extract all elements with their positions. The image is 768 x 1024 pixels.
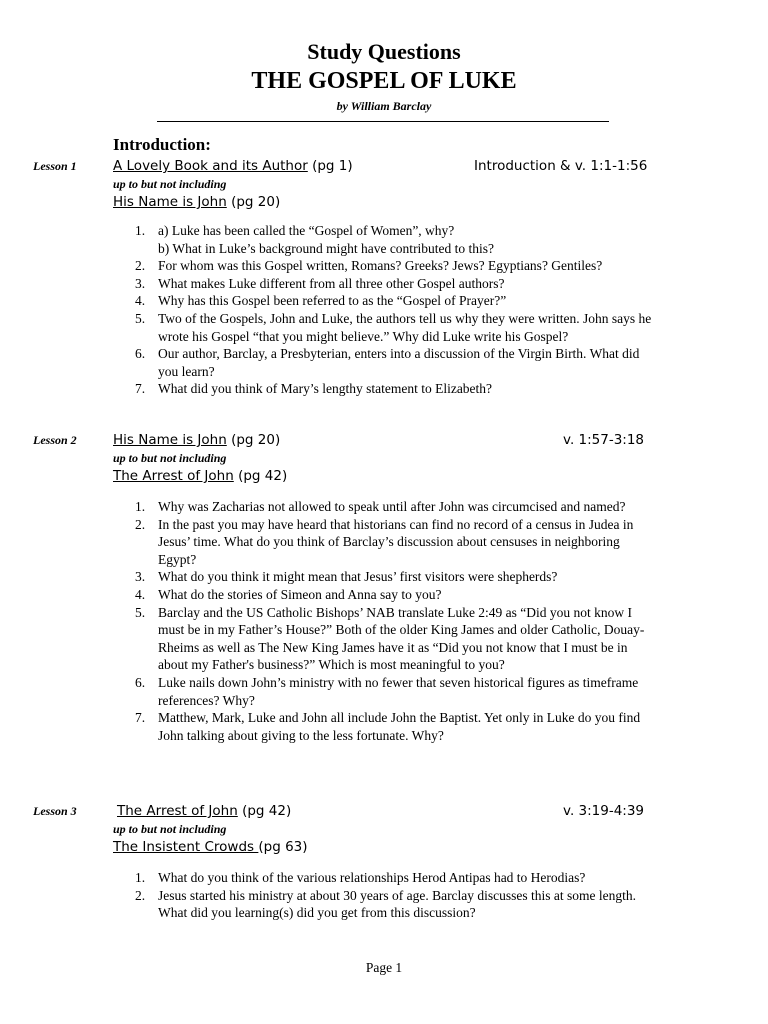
page-number: Page 1 [365, 960, 403, 975]
lesson-1-questions [0, 222, 768, 398]
question-item [0, 292, 658, 310]
question-text: Jesus started his ministry at about 30 years of age. Barclay discusses this at some length. What did you learning(s) did you get from this discussion? [158, 887, 637, 921]
question-text: Why was Zacharias not allowed to speak until after John was circumcised and named? [158, 499, 626, 514]
reading-page: (pg 1) [307, 158, 353, 174]
question-text: What do you think of the various relationships Herod Antipas had to Herodias? [158, 870, 586, 885]
question-text: Two of the Gospels, John and Luke, the authors tell us why they were written. John says he wrote his Gospel “that you might believe.” Why did Luke write his Gospel? [158, 310, 652, 344]
question-text: For whom was this Gospel written, Romans? Greeks? Jews? Egyptians? Gentiles? [158, 258, 603, 274]
question-item [0, 380, 658, 398]
reading-title: The Insistent Crowds [113, 839, 259, 855]
question-item [0, 516, 658, 569]
up-to-label: up to but not including [113, 177, 227, 191]
question-number: 1. [135, 223, 146, 238]
question-item [0, 257, 658, 275]
question-item [0, 869, 658, 887]
question-number: 3. [135, 275, 146, 291]
lesson-tag: Lesson 1 [33, 159, 77, 173]
question-number: 5. [135, 604, 146, 620]
document-header [0, 38, 768, 114]
question-number: 7. [135, 710, 146, 726]
intro-heading: Introduction: [113, 135, 211, 154]
lesson-2-questions [0, 498, 768, 744]
question-text: Matthew, Mark, Luke and John all include John the Baptist. Yet only in Luke do you find John talking about giving to the less fortunate. Why? [158, 710, 641, 743]
lesson-end-reading [113, 467, 287, 485]
lesson-end-reading [113, 838, 308, 856]
question-item [0, 568, 658, 586]
question-text: Why has this Gospel been referred to as the “Gospel of Prayer?” [158, 293, 507, 309]
reading-page: (pg 42) [237, 803, 292, 819]
question-text: Luke nails down John’s ministry with no fewer that seven historical figures as timeframe references? Why? [158, 674, 639, 708]
page-subtitle: THE GOSPEL OF LUKE [251, 68, 517, 94]
reading-title: His Name is John [113, 194, 227, 210]
question-item [0, 604, 658, 674]
question-number: 2. [135, 516, 146, 532]
lesson-start-reading [113, 157, 353, 175]
question-number: 6. [135, 346, 146, 362]
question-text: Our author, Barclay, a Presbyterian, enters into a discussion of the Virgin Birth. What did you learn? [158, 346, 640, 379]
up-to-label: up to but not including [113, 822, 227, 836]
question-number: 7. [135, 381, 146, 397]
question-item [0, 222, 658, 257]
question-item [0, 709, 658, 744]
verse-range: v. 3:19-4:39 [563, 803, 645, 819]
question-item [0, 887, 658, 922]
question-item [0, 345, 658, 380]
lesson-start-reading [117, 802, 291, 820]
question-number: 6. [135, 674, 146, 690]
question-text: What did you think of Mary’s lengthy statement to Elizabeth? [158, 381, 493, 397]
reading-page: (pg 63) [258, 839, 308, 855]
question-text: a) Luke has been called the “Gospel of Women”, why? [158, 223, 455, 238]
question-item [0, 674, 658, 709]
question-number: 4. [135, 586, 146, 602]
reading-title: The Arrest of John [113, 468, 234, 484]
header-divider [157, 121, 609, 122]
question-text: In the past you may have heard that historians can find no record of a census in Judea in Jesus’ time. What do you think of Barclay’s discussion about censuses in neighboring Egypt? [158, 516, 634, 567]
question-text: What do you think it might mean that Jesus’ first visitors were shepherds? [158, 569, 558, 585]
verse-range: v. 1:57-3:18 [563, 432, 645, 448]
question-text: b) What in Luke’s background might have contributed to this? [158, 240, 495, 256]
up-to-label: up to but not including [113, 451, 227, 465]
reading-page: (pg 20) [226, 432, 281, 448]
question-text: What makes Luke different from all three other Gospel authors? [158, 275, 505, 291]
lesson-3-questions [0, 869, 768, 922]
question-number: 2. [135, 258, 146, 274]
question-number: 2. [135, 887, 146, 903]
question-number: 1. [135, 870, 146, 885]
lesson-tag: Lesson 3 [33, 804, 77, 818]
author-byline: by William Barclay [336, 99, 432, 113]
lesson-tag: Lesson 2 [33, 433, 77, 447]
question-item [0, 498, 658, 516]
question-item [0, 310, 658, 345]
page-title: Study Questions [307, 39, 461, 64]
question-text: Barclay and the US Catholic Bishops’ NAB translate Luke 2:49 as “Did you not know I must be in my Father’s House?” Both of the older King James and older Catholic, Douay-Rheims as well as The New King James have it as “Did you not know that I must be in about my Father's business?” Which is most meaningful to you? [158, 604, 645, 673]
lesson-end-reading [113, 193, 280, 211]
reading-page: (pg 42) [233, 468, 288, 484]
question-number: 5. [135, 310, 146, 326]
verse-range: Introduction & v. 1:1-1:56 [474, 158, 648, 174]
question-number: 3. [135, 569, 146, 585]
reading-title: The Arrest of John [117, 803, 238, 819]
question-text: What do the stories of Simeon and Anna say to you? [158, 586, 442, 602]
question-item [0, 586, 658, 604]
reading-title: A Lovely Book and its Author [113, 158, 308, 174]
question-item [0, 275, 658, 293]
reading-title: His Name is John [113, 432, 227, 448]
question-number: 1. [135, 499, 146, 514]
lesson-start-reading [113, 431, 280, 449]
question-number: 4. [135, 293, 146, 309]
reading-page: (pg 20) [226, 194, 281, 210]
